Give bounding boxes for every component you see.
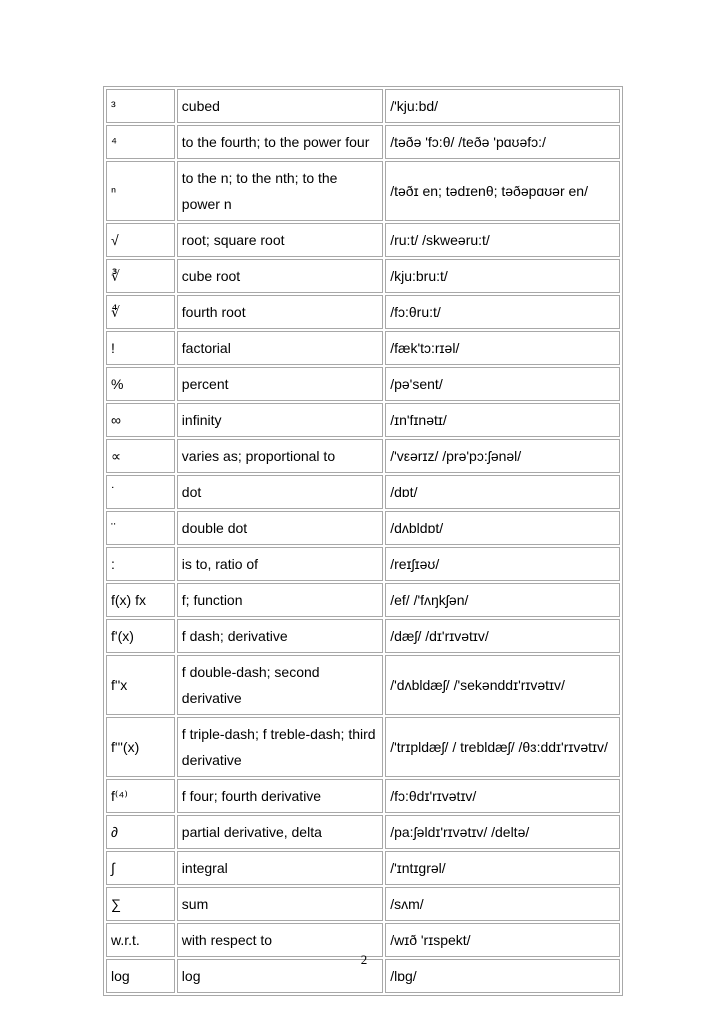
table-row: [106, 125, 620, 159]
symbol-cell: %: [106, 367, 175, 401]
reading-cell: partial derivative, delta: [177, 815, 383, 849]
phonetic-cell: /lɒg/: [385, 959, 620, 993]
phonetic-cell: /pa:ʃəldɪ'rɪvətɪv/ /deltə/: [385, 815, 620, 849]
symbol-cell: ⁴: [106, 125, 175, 159]
phonetic-cell: /sʌm/: [385, 887, 620, 921]
phonetic-cell: /'dʌbldæʃ/ /'sekənddɪ'rɪvətɪv/: [385, 655, 620, 715]
reading-cell: fourth root: [177, 295, 383, 329]
reading-cell: varies as; proportional to: [177, 439, 383, 473]
reading-cell: double dot: [177, 511, 383, 545]
symbol-cell: f⁽⁴⁾: [106, 779, 175, 813]
symbol-cell: ⁿ: [106, 161, 175, 221]
symbol-cell: :: [106, 547, 175, 581]
reading-cell: f double-dash; second derivative: [177, 655, 383, 715]
reading-cell: to the n; to the nth; to the power n: [177, 161, 383, 221]
reading-cell: log: [177, 959, 383, 993]
symbol-cell: ∜: [106, 295, 175, 329]
phonetic-cell: /'vεərɪz/ /prə'pɔ:ʃənəl/: [385, 439, 620, 473]
phonetic-cell: /təðɪ en; tədɪenθ; təðəpɑʊər en/: [385, 161, 620, 221]
reading-cell: infinity: [177, 403, 383, 437]
table-row: [106, 851, 620, 885]
table-row: [106, 815, 620, 849]
table-row: [106, 717, 620, 777]
reading-cell: with respect to: [177, 923, 383, 957]
reading-cell: f dash; derivative: [177, 619, 383, 653]
symbol-cell: f(x) fx: [106, 583, 175, 617]
table-row: [106, 887, 620, 921]
reading-cell: root; square root: [177, 223, 383, 257]
symbol-cell: ∝: [106, 439, 175, 473]
reading-cell: is to, ratio of: [177, 547, 383, 581]
symbol-cell: f'''(x): [106, 717, 175, 777]
symbol-cell: ∛: [106, 259, 175, 293]
phonetic-cell: /dæʃ/ /dɪ'rɪvətɪv/: [385, 619, 620, 653]
symbol-cell: log: [106, 959, 175, 993]
table-row: [106, 367, 620, 401]
table-row: [106, 259, 620, 293]
symbol-cell: f''x: [106, 655, 175, 715]
math-symbols-table: [103, 86, 623, 996]
symbol-cell: ˙: [106, 475, 175, 509]
table-row: [106, 779, 620, 813]
page-number: 2: [360, 952, 368, 967]
reading-cell: integral: [177, 851, 383, 885]
table-row: [106, 89, 620, 123]
phonetic-cell: /ef/ /'fʌŋkʃən/: [385, 583, 620, 617]
phonetic-cell: /təðə 'fɔ:θ/ /teðə 'pɑʊəfɔ:/: [385, 125, 620, 159]
phonetic-cell: /kju:bru:t/: [385, 259, 620, 293]
phonetic-cell: /ɪn'fɪnətɪ/: [385, 403, 620, 437]
phonetic-cell: /fɔ:θdɪ'rɪvətɪv/: [385, 779, 620, 813]
symbol-cell: √: [106, 223, 175, 257]
symbol-cell: !: [106, 331, 175, 365]
phonetic-cell: /fɔ:θru:t/: [385, 295, 620, 329]
table-row: [106, 439, 620, 473]
symbol-cell: f'(x): [106, 619, 175, 653]
reading-cell: f triple-dash; f treble-dash; third derivative: [177, 717, 383, 777]
phonetic-cell: /dʌbldɒt/: [385, 511, 620, 545]
reading-cell: dot: [177, 475, 383, 509]
table-row: [106, 223, 620, 257]
symbol-cell: ∂: [106, 815, 175, 849]
symbol-cell: ∞: [106, 403, 175, 437]
table-row: [106, 511, 620, 545]
reading-cell: sum: [177, 887, 383, 921]
table-row: [106, 475, 620, 509]
symbol-cell: ³: [106, 89, 175, 123]
table-row: [106, 547, 620, 581]
phonetic-cell: /dɒt/: [385, 475, 620, 509]
table-row: [106, 161, 620, 221]
table-row: [106, 583, 620, 617]
phonetic-cell: /ru:t/ /skweəru:t/: [385, 223, 620, 257]
symbol-cell: ∑: [106, 887, 175, 921]
symbol-cell: w.r.t.: [106, 923, 175, 957]
phonetic-cell: /pə'sent/: [385, 367, 620, 401]
table-row: [106, 655, 620, 715]
reading-cell: factorial: [177, 331, 383, 365]
reading-cell: f; function: [177, 583, 383, 617]
reading-cell: f four; fourth derivative: [177, 779, 383, 813]
reading-cell: to the fourth; to the power four: [177, 125, 383, 159]
phonetic-cell: /fæk'tɔ:rɪəl/: [385, 331, 620, 365]
reading-cell: percent: [177, 367, 383, 401]
table-row: [106, 403, 620, 437]
phonetic-cell: /reɪʃɪəʊ/: [385, 547, 620, 581]
phonetic-cell: /'ɪntɪgrəl/: [385, 851, 620, 885]
phonetic-cell: /wɪð 'rɪspekt/: [385, 923, 620, 957]
reading-cell: cube root: [177, 259, 383, 293]
symbol-cell: ¨: [106, 511, 175, 545]
table-row: [106, 331, 620, 365]
table-row: [106, 295, 620, 329]
reading-cell: cubed: [177, 89, 383, 123]
symbol-cell: ∫: [106, 851, 175, 885]
phonetic-cell: /'kju:bd/: [385, 89, 620, 123]
table-row: [106, 619, 620, 653]
phonetic-cell: /'trɪpldæʃ/ / trebldæʃ/ /θɜ:ddɪ'rɪvətɪv/: [385, 717, 620, 777]
